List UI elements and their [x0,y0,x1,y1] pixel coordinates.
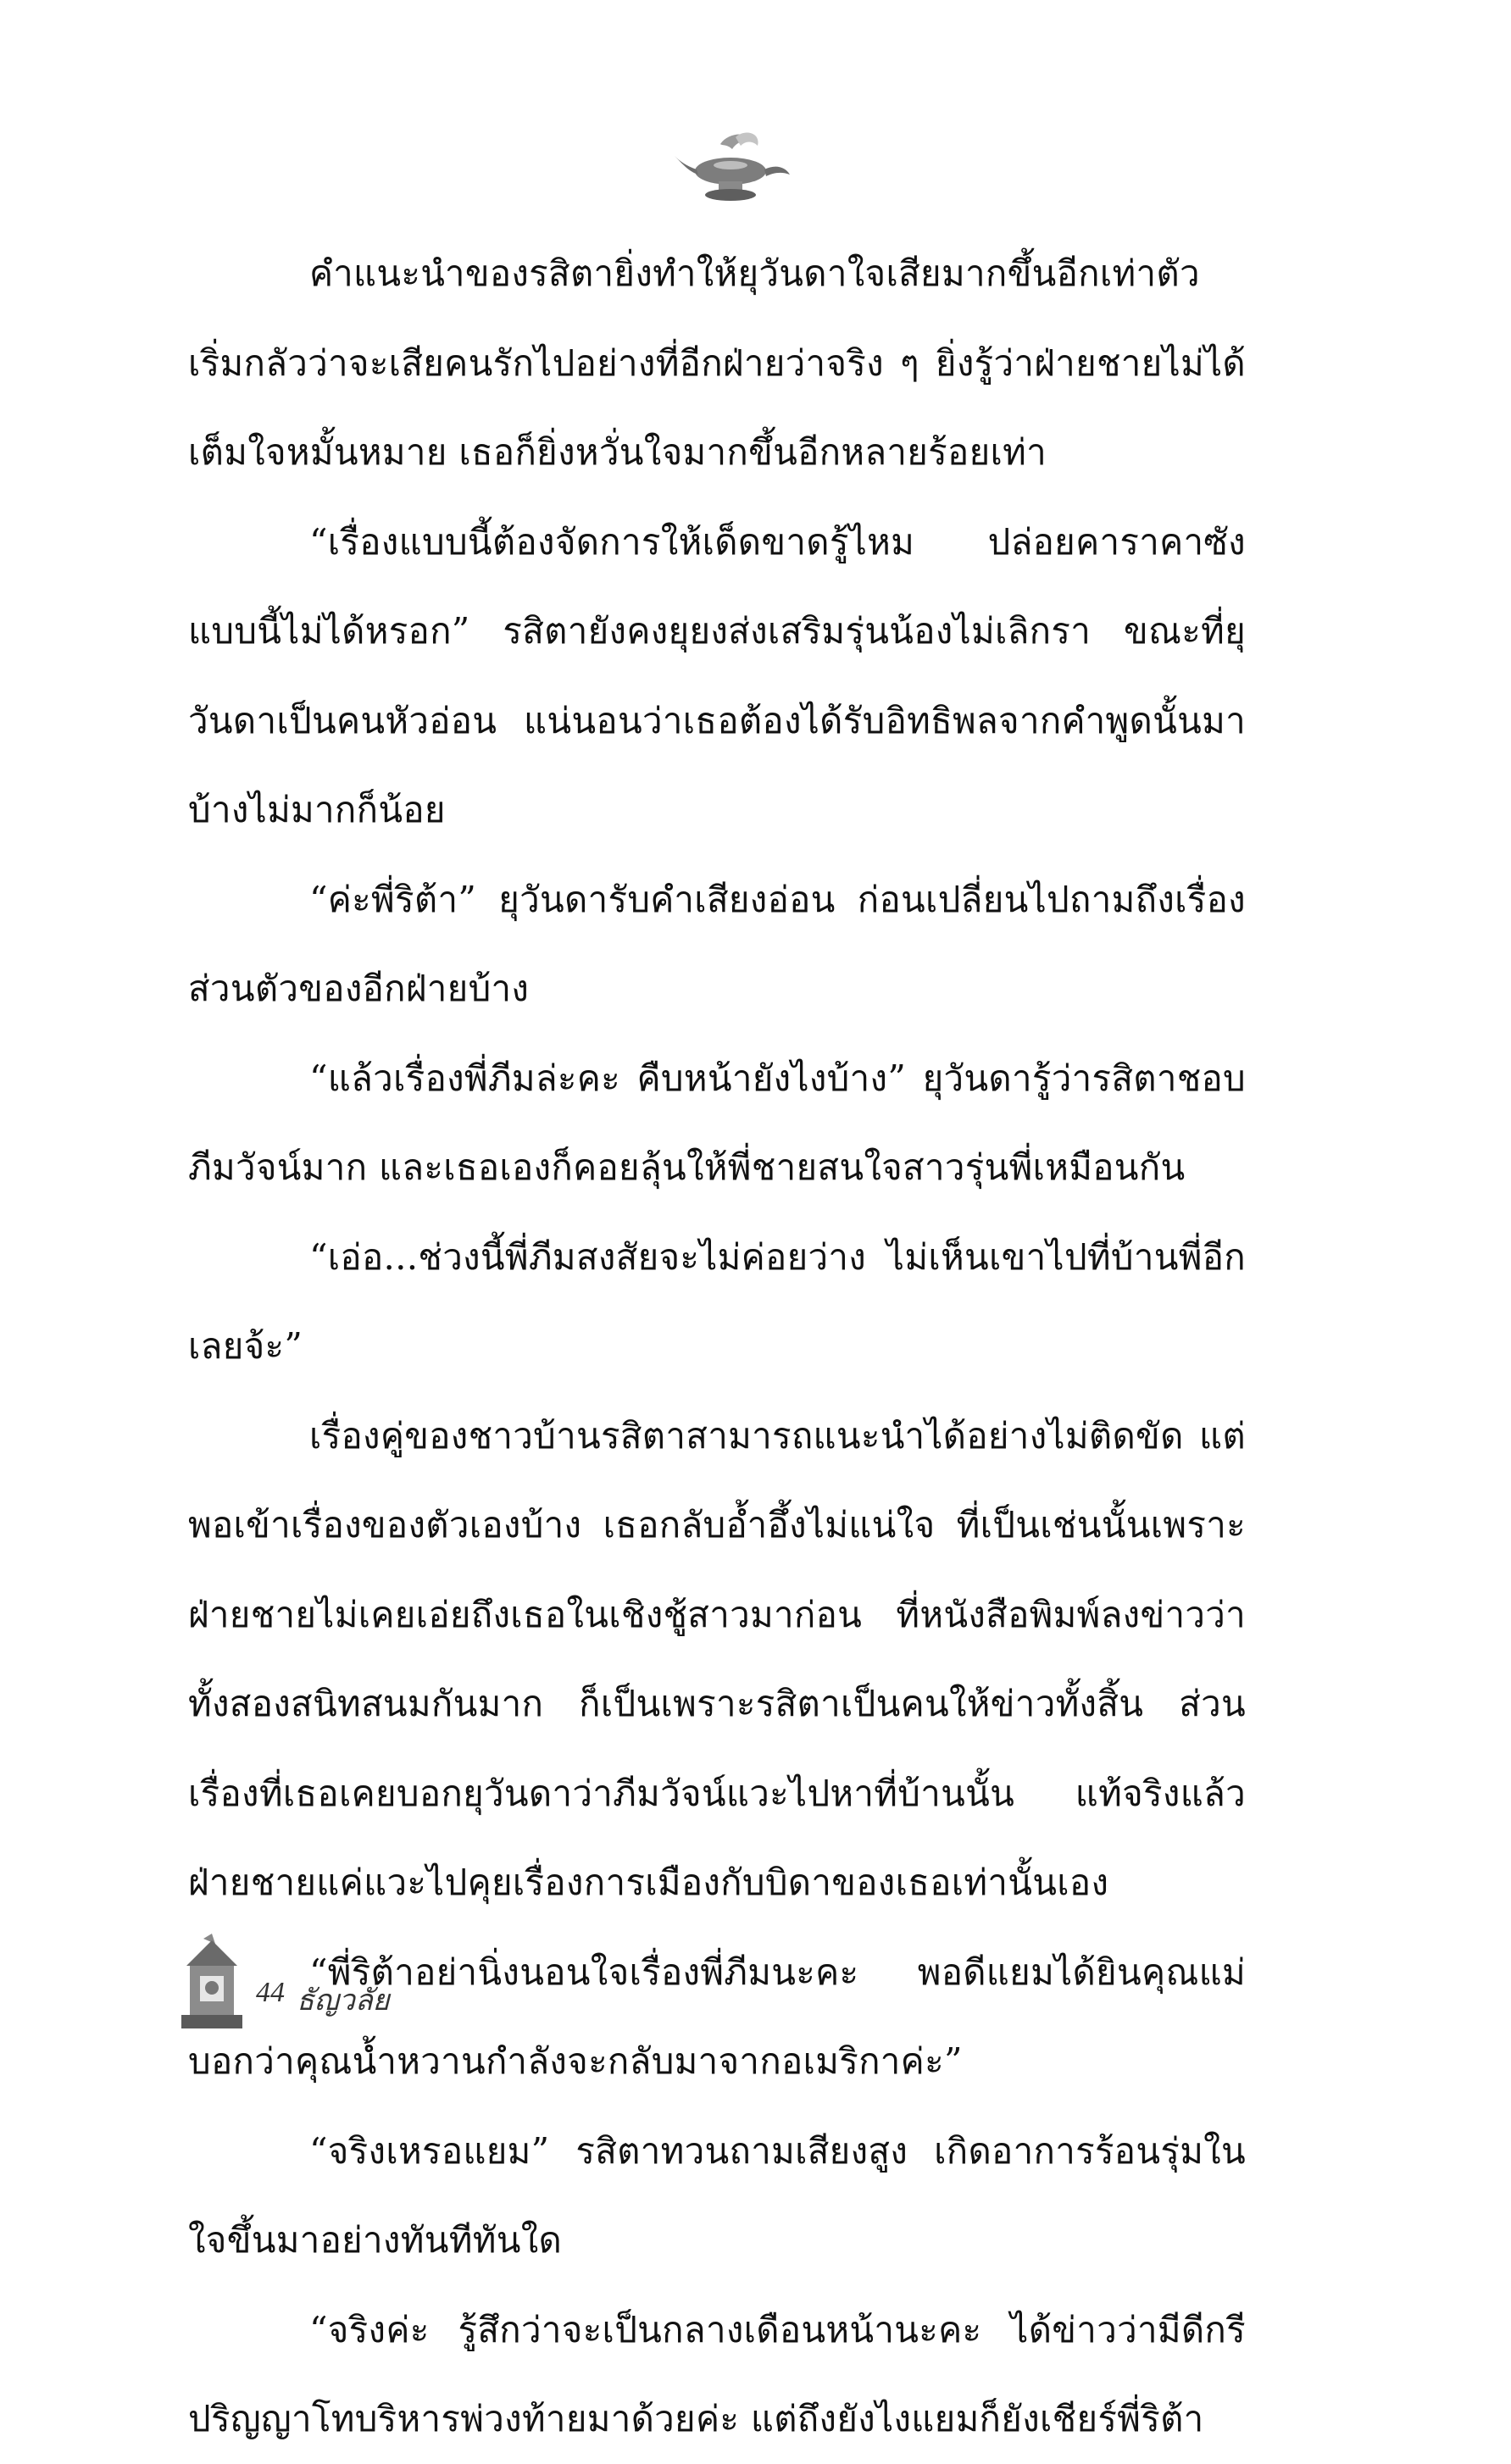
paragraph: “จริงค่ะ รู้สึกว่าจะเป็นกลางเดือนหน้านะคะ ได้ข่าวว่ามีดีกรีปริญญาโทบริหารพ่วงท้ายมาด้วยค่ะ แต่ถึงยังไงแยมก็ยังเชียร์พี่ริต้า [188,2308,1246,2439]
body-text [188,229,1246,2464]
page-number: 44 [256,1977,285,2008]
lamp-ornament-icon [669,127,797,212]
paragraph: “เรื่องแบบนี้ต้องจัดการให้เด็ดขาดรู้ไหม ปล่อยคาราคาซังแบบนี้ไม่ได้หรอก” รสิตายังคงยุยงส่งเสริมรุ่นน้องไม่เลิกรา ขณะที่ยุวันดาเป็นคนหัวอ่อน แน่นอนว่าเธอต้องได้รับอิทธิพลจากคำพูดนั้นมาบ้างไม่มากก็น้อย [188,520,1246,830]
running-title: ธัญวลัย [297,1984,390,2017]
paragraph: คำแนะนำของรสิตายิ่งทำให้ยุวันดาใจเสียมากขึ้นอีกเท่าตัว เริ่มกลัวว่าจะเสียคนรักไปอย่างที่อีกฝ่ายว่าจริง ๆ ยิ่งรู้ว่าฝ่ายชายไม่ได้เต็มใจหมั้นหมาย เธอก็ยิ่งหวั่นใจมากขึ้นอีกหลายร้อยเท่า [188,253,1246,473]
house-emblem-icon [178,1932,246,2032]
page-footer [178,1932,517,2034]
paragraph: “เอ่อ...ช่วงนี้พี่ภีมสงสัยจะไม่ค่อยว่าง ไม่เห็นเขาไปที่บ้านพี่อีกเลยจ้ะ” [188,1235,1246,1367]
paragraph: “จริงเหรอแยม” รสิตาทวนถามเสียงสูง เกิดอาการร้อนรุ่มในใจขึ้นมาอย่างทันทีทันใด [188,2129,1246,2261]
paragraph: เรื่องคู่ของชาวบ้านรสิตาสามารถแนะนำได้อย่างไม่ติดขัด แต่พอเข้าเรื่องของตัวเองบ้าง เธอกลับอ้ำอึ้งไม่แน่ใจ ที่เป็นเช่นนั้นเพราะฝ่ายชายไม่เคยเอ่ยถึงเธอในเชิงชู้สาวมาก่อน ที่หนังสือพิมพ์ลงข่าวว่าทั้งสองสนิทสนมกันมาก ก็เป็นเพราะรสิตาเป็นคนให้ข่าวทั้งสิ้น ส่วนเรื่องที่เธอเคยบอกยุวันดาว่าภีมวัจน์แวะไปหาที่บ้านนั้น แท้จริงแล้วฝ่ายชายแค่แวะไปคุยเรื่องการเมืองกับบิดาของเธอเท่านั้นเอง [188,1414,1246,1903]
paragraph: “ค่ะพี่ริต้า” ยุวันดารับคำเสียงอ่อน ก่อนเปลี่ยนไปถามถึงเรื่องส่วนตัวของอีกฝ่ายบ้าง [188,878,1246,1009]
paragraph: “พี่ริต้าอย่านิ่งนอนใจเรื่องพี่ภีมนะคะ พอดีแยมได้ยินคุณแม่บอกว่าคุณน้ำหวานกำลังจะกลับมาจากอเมริกาค่ะ” [188,1951,1246,2082]
paragraph: “แล้วเรื่องพี่ภีมล่ะคะ คืบหน้ายังไงบ้าง” ยุวันดารู้ว่ารสิตาชอบภีมวัจน์มาก และเธอเองก็คอยลุ้นให้พี่ชายสนใจสาวรุ่นพี่เหมือนกัน [188,1057,1246,1188]
